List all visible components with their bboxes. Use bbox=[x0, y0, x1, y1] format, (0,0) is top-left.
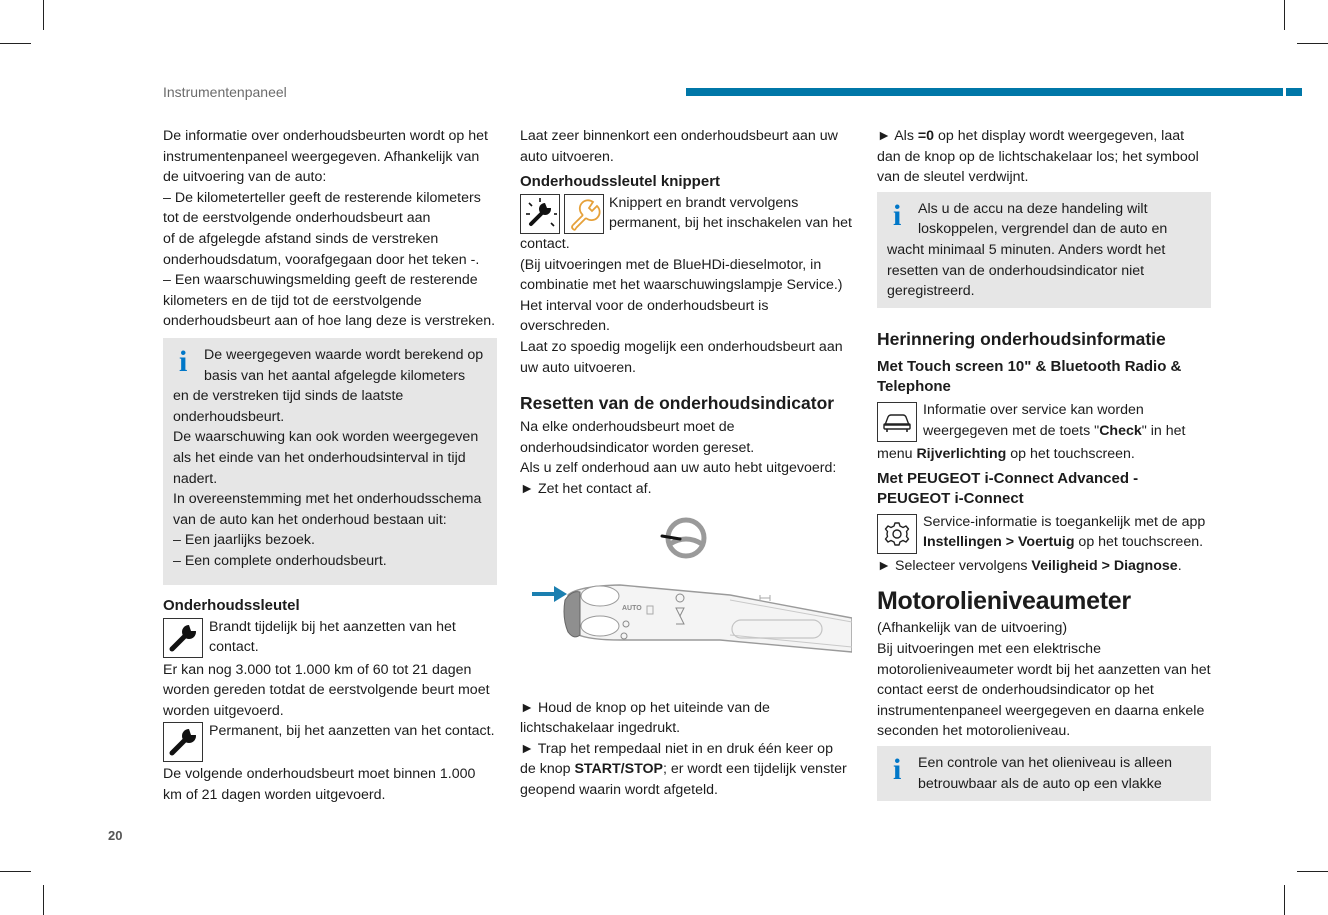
crop-mark bbox=[1297, 43, 1328, 44]
list-item-continuation: of de afgelegde afstand sinds de verstreken onderhoudsdatum, voorafgegaan door het teken -. bbox=[163, 230, 480, 268]
paragraph: Het interval voor de onderhoudsbeurt is overschreden. bbox=[520, 297, 769, 335]
page-number: 20 bbox=[108, 828, 123, 843]
step-item: ► Houd de knop op het uiteinde van de lichtschakelaar ingedrukt. bbox=[520, 699, 770, 737]
stalk-auto-label: AUTO bbox=[622, 604, 642, 612]
paragraph: (Afhankelijk van de uitvoering) bbox=[877, 620, 1068, 637]
info-icon: i bbox=[179, 344, 188, 378]
note-text: De waarschuwing kan ook worden weergegeven als het einde van het onderhoudsinterval in tijd nadert. bbox=[173, 429, 479, 487]
step-item: ► Zet het contact af. bbox=[520, 480, 652, 497]
step-item: ► Selecteer vervolgens Veiligheid > Diagnose. bbox=[877, 557, 1182, 574]
note-text: Als u de accu na deze handeling wilt loskoppelen, vergrendel dan de auto en bbox=[918, 200, 1168, 238]
crop-mark bbox=[43, 885, 44, 915]
step-item: ► Trap het rempedaal niet in en druk één keer op de knop START/STOP; er wordt een tijdelijk venster geopend waarin wordt afgeteld. bbox=[520, 740, 847, 798]
info-icon: i bbox=[893, 752, 902, 786]
note-text: Een controle van het olieniveau is alleen betrouwbaar als de auto op een vlakke bbox=[918, 754, 1172, 792]
section-heading-reminder: Herinnering onderhoudsinformatie bbox=[877, 328, 1166, 349]
crop-mark bbox=[0, 43, 31, 44]
touch-description: Informatie over service kan worden weergegeven met de toets "Check" in het bbox=[923, 401, 1186, 439]
key-paragraph: De volgende onderhoudsbeurt moet binnen 1.000 km of 21 dagen worden uitgevoerd. bbox=[163, 766, 476, 803]
info-note bbox=[163, 338, 497, 585]
list-item: – De kilometerteller geeft de resterende kilometers tot de eerstvolgende onderhoudsbeurt aan bbox=[163, 189, 481, 227]
note-text: In overeenstemming met het onderhoudsschema van de auto kan het onderhoud bestaan uit: bbox=[173, 491, 482, 528]
car-icon bbox=[877, 402, 917, 442]
gear-icon bbox=[877, 514, 917, 554]
section-heading-oil: Motorolieniveaumeter bbox=[877, 587, 1131, 616]
touch-description: menu Rijverlichting op het touchscreen. bbox=[877, 445, 1135, 462]
info-note bbox=[877, 746, 1211, 801]
paragraph: Na elke onderhoudsbeurt moet de onderhoudsindicator worden gereset. bbox=[520, 419, 755, 456]
column-1 bbox=[163, 126, 497, 806]
paragraph: Laat zo spoedig mogelijk een onderhoudsbeurt aan uw auto uitvoeren. bbox=[520, 338, 843, 376]
note-text: en de verstreken tijd sinds de laatste onderhoudsbeurt. bbox=[173, 388, 404, 425]
crop-mark bbox=[0, 871, 31, 872]
intro-paragraph: De informatie over onderhoudsbeurten wordt op het instrumentenpaneel weergegeven. Afhankelijk van de uitvoering van de auto: bbox=[163, 128, 488, 186]
info-note bbox=[877, 192, 1211, 308]
list-item: – Een waarschuwingsmelding geeft de resterende kilometers en de tijd tot de eerstvolgende onderhoudsbeurt aan of hoe lang deze is verstreken. bbox=[163, 272, 496, 330]
page-header-title: Instrumentenpaneel bbox=[163, 84, 287, 100]
paragraph: (Bij uitvoeringen met de BlueHDi-dieselmotor, in combinatie met het waarschuwingslampje Service.) bbox=[520, 256, 843, 294]
key-description: Brandt tijdelijk bij het aanzetten van het contact. bbox=[209, 618, 456, 656]
crop-mark bbox=[1284, 0, 1285, 30]
note-text: wacht minimaal 5 minuten. Anders wordt het resetten van de onderhoudsindicator niet geregistreerd. bbox=[887, 241, 1166, 300]
crop-mark bbox=[1284, 885, 1285, 915]
crop-mark bbox=[43, 0, 44, 30]
subheading-touch-screen: Met Touch screen 10" & Bluetooth Radio & Telephone bbox=[877, 357, 1182, 396]
blink-description: Knippert en brandt vervolgens permanent, bij het inschakelen van het contact. bbox=[520, 194, 852, 252]
blink-icons bbox=[520, 194, 604, 234]
paragraph: Bij uitvoeringen met een elektrische motorolieniveaumeter wordt bij het aanzetten van het contact eerst de onderhoudsindicator op het instrumentenpaneel weergegeven en daarna enkele seconden het motorolieniveau. bbox=[877, 640, 1211, 740]
key-description: Permanent, bij het aanzetten van het contact. bbox=[209, 723, 495, 740]
light-stalk-illustration bbox=[520, 500, 852, 698]
section-heading-blink: Onderhoudssleutel knippert bbox=[520, 173, 721, 191]
wrench-blinking-icon bbox=[520, 194, 560, 234]
wrench-outline-icon bbox=[564, 194, 604, 234]
column-2 bbox=[520, 126, 852, 800]
key-paragraph: Er kan nog 3.000 tot 1.000 km of 60 tot 21 dagen worden gereden totdat de eerstvolgende beurt moet worden uitgevoerd. bbox=[163, 661, 490, 719]
section-heading-reset: Resetten van de onderhoudsindicator bbox=[520, 393, 835, 414]
column-3 bbox=[877, 126, 1211, 801]
wrench-icon bbox=[163, 722, 203, 762]
header-accent-bar bbox=[686, 88, 1302, 96]
note-text: De weergegeven waarde wordt berekend op basis van het aantal afgelegde kilometers bbox=[204, 346, 484, 384]
iconnect-description: Service-informatie is toegankelijk met de app Instellingen > Voertuig op het touchscreen. bbox=[923, 513, 1206, 551]
step-item: ► Als =0 op het display wordt weergegeven, laat dan de knop op de lichtschakelaar los; het symbool van de sleutel verdwijnt. bbox=[877, 128, 1199, 186]
wrench-icon bbox=[163, 618, 203, 658]
info-icon: i bbox=[893, 198, 902, 232]
steering-wheel-icon bbox=[662, 520, 704, 556]
section-heading-key: Onderhoudssleutel bbox=[163, 596, 300, 614]
note-text: – Een complete onderhoudsbeurt. bbox=[173, 552, 387, 569]
subheading-iconnect: Met PEUGEOT i-Connect Advanced - PEUGEOT i-Connect bbox=[877, 469, 1139, 508]
note-text: – Een jaarlijks bezoek. bbox=[173, 532, 315, 549]
paragraph: Als u zelf onderhoud aan uw auto hebt uitgevoerd: bbox=[520, 460, 837, 477]
crop-mark bbox=[1297, 871, 1328, 872]
paragraph: Laat zeer binnenkort een onderhoudsbeurt aan uw auto uitvoeren. bbox=[520, 128, 838, 165]
